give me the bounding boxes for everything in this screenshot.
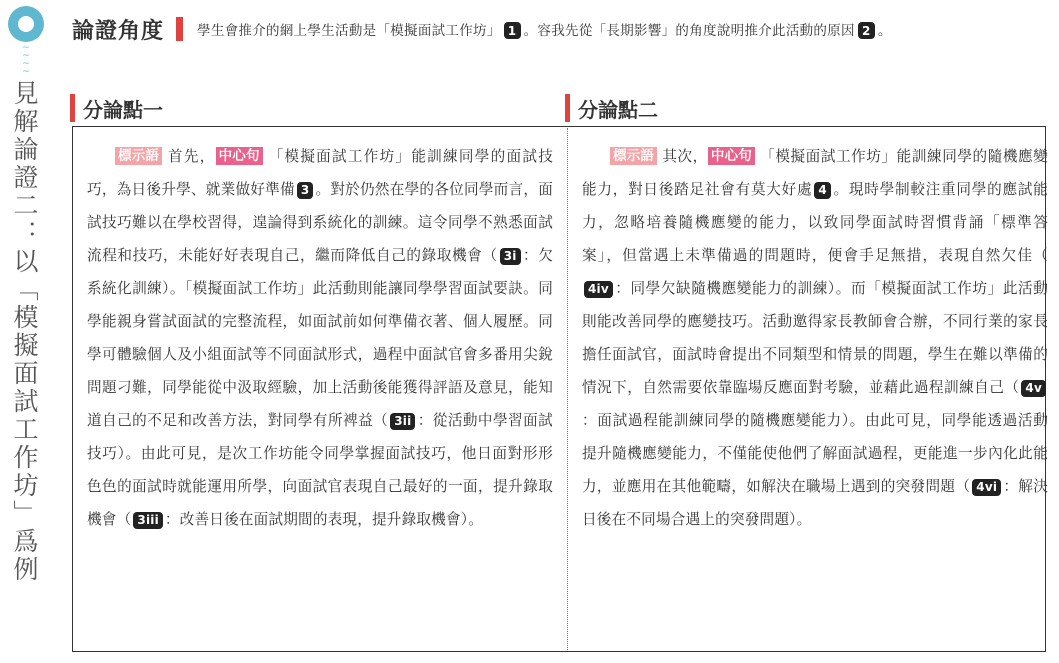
left-code-4: 3iii (133, 512, 163, 529)
right-code-2: 4iv (584, 281, 613, 298)
section-vertical-title: 見解論證二：以「模擬面試工作坊」爲例 (10, 80, 39, 584)
right-text-3: 。現時學制較注重同學的應試能力，忽略培養隨機應變的能力，以致同學面試時習慣背誦「標準答案」，但當遇上未準備過的問題時，便會手足無措，表現自然欠佳（ (582, 181, 1048, 264)
left-tag-center: 中心句 (216, 147, 263, 165)
right-text-1: 其次， (662, 148, 708, 165)
left-tag-label: 標示語 (115, 147, 162, 165)
header-line (72, 12, 1057, 46)
left-code-1: 3 (297, 182, 314, 199)
right-text-5: ：面試過程能訓練同學的隨機應變能力）。由此可見，同學能透過活動提升隨機應變能力，不僅能使他們了解面試過程，更能進一步內化此能力，並應用在其他範疇，如解決在職場上遇到的突發問題（ (582, 412, 1048, 495)
header-text-before: 學生會推介的網上學生活動是「模擬面試工作坊」 (197, 22, 501, 39)
right-paragraph (582, 140, 1048, 536)
squiggle-decoration: ~ ~ ~ ~ (22, 43, 30, 77)
right-heading-bar (565, 94, 570, 122)
left-paragraph (87, 140, 553, 536)
left-text-3: 。對於仍然在學的各位同學而言，面試技巧難以在學校習得，遑論得到系統化的訓練。這令同學不熟悉面試流程和技巧，未能好好表現自己，繼而降低自己的錄取機會（ (87, 181, 553, 264)
right-column-heading (565, 94, 658, 122)
left-text-5: ：從活動中學習面試技巧）。由此可見，是次工作坊能令同學掌握面試技巧，他日面對形形色色的面試時就能運用所學，向面試官表現自己最好的一面，提升錄取機會（ (87, 412, 553, 528)
left-code-3: 3ii (390, 413, 415, 430)
logo-icon (8, 6, 44, 42)
right-tag-label: 標示語 (610, 147, 657, 165)
right-heading-text: 分論點二 (578, 97, 658, 122)
right-tag-center: 中心句 (708, 147, 755, 165)
left-text-4: ：欠系統化訓練）。「模擬面試工作坊」此活動則能讓同學學習面試要訣。同學能親身嘗試面試的完整流程，如面試前如何準備衣著、個人履歷。同學可體驗個人及小組面試等不同面試形式，過程中面試官會多番用尖銳問題刁難，同學能從中汲取經驗，加上活動後能獲得評語及意見，能知道自己的不足和改善方法，對同學有所裨益（ (87, 247, 553, 429)
left-code-2: 3i (500, 248, 521, 265)
column-divider (567, 128, 568, 650)
right-text-2: 「模擬面試工作坊」能訓練同學的隨機應變能力，對日後踏足社會有莫大好處 (582, 148, 1048, 198)
left-heading-text: 分論點一 (83, 97, 163, 122)
left-column-heading (70, 94, 163, 122)
left-heading-bar (70, 94, 75, 122)
right-code-4: 4vi (972, 479, 1001, 496)
left-text-6: ：改善日後在面試期間的表現，提升錄取機會）。 (164, 511, 484, 528)
header-text (197, 19, 892, 40)
left-text-1: 首先， (168, 148, 216, 165)
left-text-2: 「模擬面試工作坊」能訓練同學的面試技巧，為日後升學、就業做好準備 (87, 148, 553, 198)
header-text-middle: 。容我先從「長期影響」的角度說明推介此活動的原因 (523, 22, 855, 39)
header-badge-1: 1 (504, 22, 521, 39)
header-title: 論證角度 (72, 17, 165, 44)
right-text-4: ：同學欠缺隨機應變能力的訓練）。而「模擬面試工作坊」此活動則能改善同學的應變技巧。活動邀得家長教師會合辦，不同行業的家長擔任面試官，面試時會提出不同類型和情景的問題，學生在難以準備的情況下，自然需要依靠臨場反應面對考驗，並藉此過程訓練自己（ (582, 280, 1048, 396)
header-text-after: 。 (877, 22, 892, 39)
header-red-bar (176, 17, 183, 41)
right-text-6: ：解決日後在不同場合遇上的突發問題）。 (582, 478, 1048, 528)
header-badge-2: 2 (858, 22, 875, 39)
right-code-3: 4v (1021, 380, 1046, 397)
right-code-1: 4 (814, 182, 831, 199)
